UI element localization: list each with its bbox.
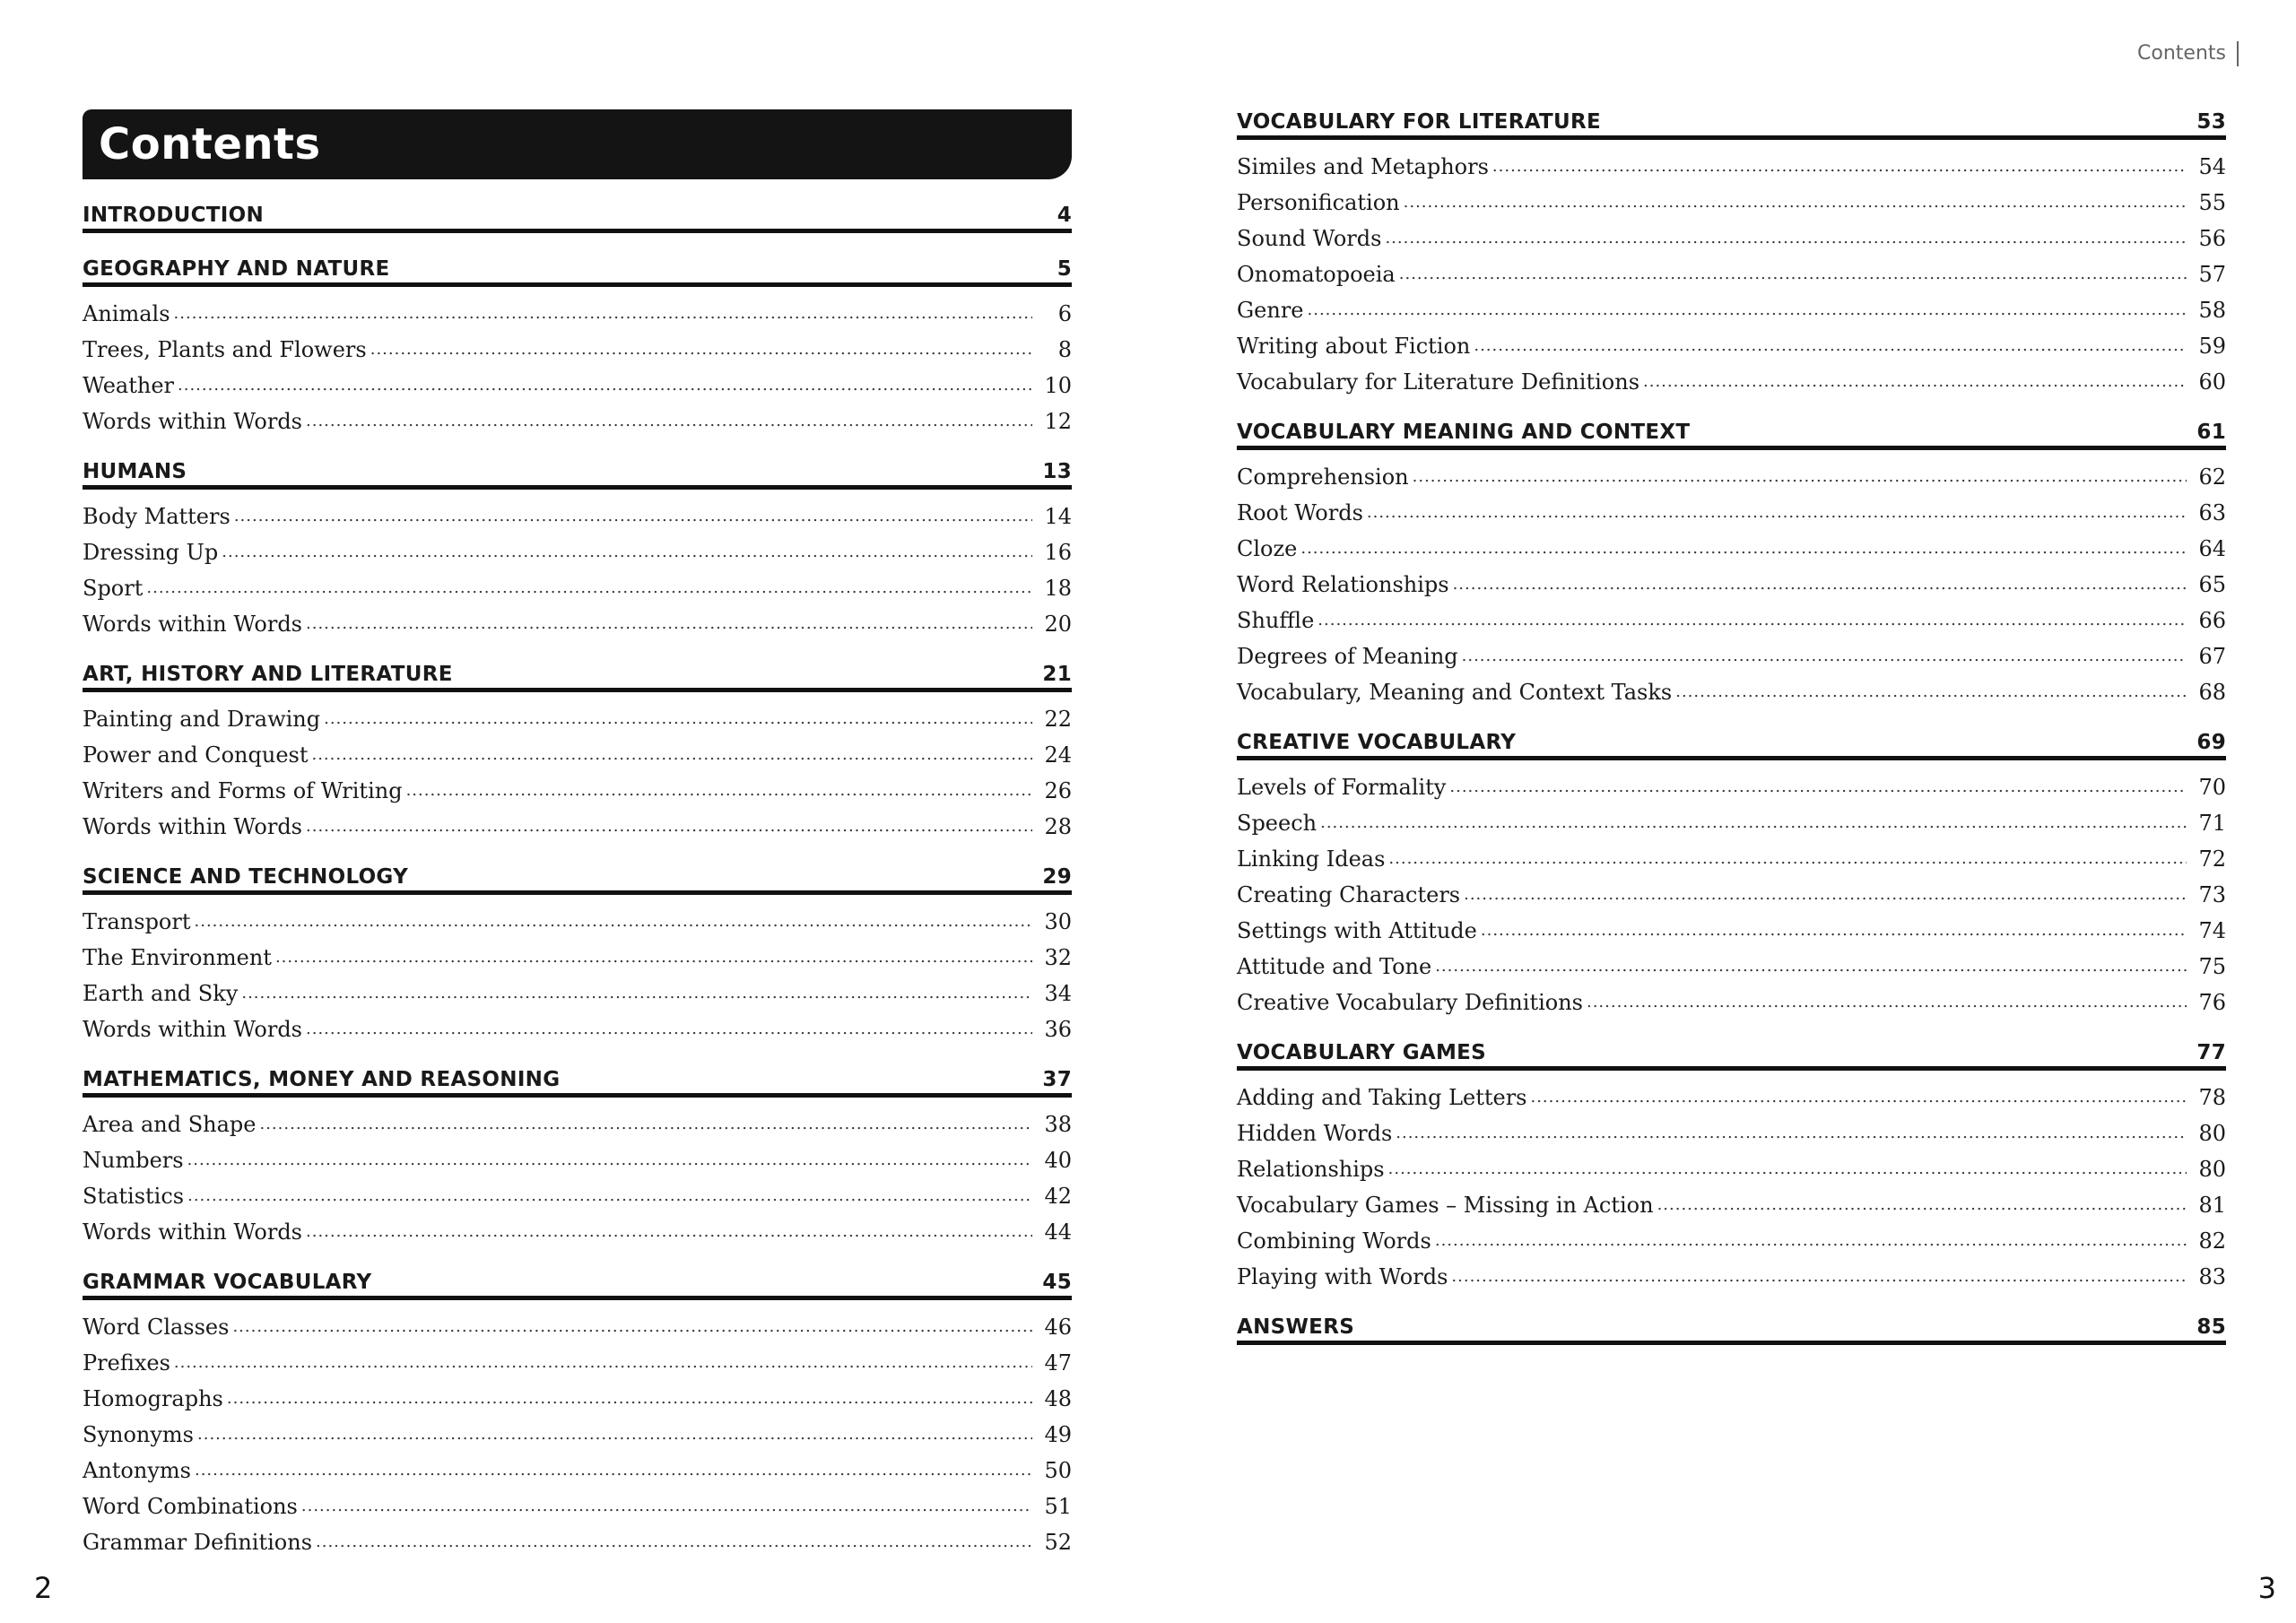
toc-entry-page: 47 — [1044, 1350, 1072, 1376]
toc-entry[interactable] — [1237, 943, 2226, 979]
toc-entry-title: Hidden Words — [1237, 1121, 1393, 1146]
dot-leader — [178, 373, 1032, 398]
dot-leader — [174, 1350, 1032, 1376]
toc-entry-page: 71 — [2198, 811, 2226, 836]
toc-entry-title: Words within Words — [83, 409, 302, 434]
toc-entry-title: Levels of Formality — [1237, 775, 1447, 800]
toc-entry-title: Writers and Forms of Writing — [83, 778, 403, 803]
toc-entry[interactable] — [1237, 1074, 2226, 1110]
toc-entry-page: 72 — [2198, 846, 2226, 872]
toc-entry[interactable] — [83, 732, 1072, 768]
toc-entry[interactable] — [83, 362, 1072, 398]
toc-entry-page: 8 — [1057, 337, 1072, 362]
section-heading-page: 37 — [1042, 1068, 1072, 1091]
toc-entry[interactable] — [1237, 597, 2226, 633]
toc-entry-page: 51 — [1044, 1494, 1072, 1519]
dot-leader — [324, 707, 1032, 732]
dot-leader — [306, 1017, 1032, 1042]
toc-entry[interactable] — [1237, 1254, 2226, 1289]
section-heading-label: CREATIVE VOCABULARY — [1237, 731, 1517, 754]
toc-entry[interactable] — [83, 291, 1072, 326]
toc-entry-title: Onomatopoeia — [1237, 262, 1396, 287]
toc-entry[interactable] — [1237, 669, 2226, 705]
dot-leader — [1404, 190, 2187, 215]
section-heading[interactable] — [1237, 86, 2226, 140]
toc-entry-page: 55 — [2198, 190, 2226, 215]
toc-entry[interactable] — [1237, 215, 2226, 251]
section-heading-page: 53 — [2196, 110, 2226, 134]
section-heading-page: 21 — [1042, 663, 1072, 686]
section-items — [1237, 1071, 2226, 1291]
dot-leader — [1388, 1157, 2187, 1182]
toc-entry[interactable] — [1237, 454, 2226, 490]
dot-leader — [275, 945, 1032, 970]
dot-leader — [316, 1530, 1032, 1555]
toc-entry[interactable] — [1237, 633, 2226, 669]
toc-entry[interactable] — [1237, 359, 2226, 395]
toc-entry-page: 32 — [1044, 945, 1072, 970]
toc-entry-title: Antonyms — [83, 1458, 191, 1483]
section-heading-label: VOCABULARY MEANING AND CONTEXT — [1237, 421, 1691, 444]
toc-entry-title: Earth and Sky — [83, 981, 239, 1006]
section-heading-page: 29 — [1042, 865, 1072, 889]
left-toc-column — [83, 179, 1072, 1557]
toc-entry-page: 22 — [1044, 707, 1072, 732]
section-items — [1237, 760, 2226, 1017]
toc-entry-title: Personification — [1237, 190, 1400, 215]
toc-entry-title: Area and Shape — [83, 1112, 257, 1137]
dot-leader — [1643, 369, 2187, 395]
toc-entry-title: Trees, Plants and Flowers — [83, 337, 367, 362]
toc-entry-title: Linking Ideas — [1237, 846, 1386, 872]
toc-entry-page: 38 — [1044, 1112, 1072, 1137]
section-heading-page: 45 — [1042, 1271, 1072, 1294]
toc-entry[interactable] — [83, 1101, 1072, 1137]
toc-entry[interactable] — [83, 970, 1072, 1006]
dot-leader — [234, 504, 1032, 529]
section-heading[interactable] — [1237, 707, 2226, 760]
toc-entry[interactable] — [1237, 561, 2226, 597]
toc-entry-title: Attitude and Tone — [1237, 954, 1432, 979]
dot-leader — [1399, 262, 2187, 287]
toc-entry-page: 62 — [2198, 464, 2226, 490]
section-heading[interactable] — [1237, 1291, 2226, 1345]
toc-entry-page: 59 — [2198, 334, 2226, 359]
dot-leader — [241, 981, 1032, 1006]
toc-entry-page: 52 — [1044, 1530, 1072, 1555]
dot-leader — [1481, 918, 2187, 943]
toc-entry-page: 54 — [2198, 154, 2226, 179]
dot-leader — [1388, 846, 2187, 872]
toc-entry-title: Writing about Fiction — [1237, 334, 1471, 359]
dot-leader — [306, 612, 1032, 637]
toc-entry[interactable] — [83, 1411, 1072, 1447]
toc-entry-title: Sport — [83, 576, 144, 601]
dot-leader — [1451, 1264, 2187, 1289]
toc-entry-page: 63 — [2198, 500, 2226, 525]
toc-entry[interactable] — [1237, 179, 2226, 215]
toc-entry-title: Speech — [1237, 811, 1318, 836]
dot-leader — [227, 1386, 1032, 1411]
section-heading-label: INTRODUCTION — [83, 204, 265, 227]
section-heading[interactable] — [83, 1246, 1072, 1300]
toc-entry-page: 58 — [2198, 298, 2226, 323]
section-heading-page: 77 — [2196, 1041, 2226, 1064]
toc-entry-page: 56 — [2198, 226, 2226, 251]
toc-entry-title: Creative Vocabulary Definitions — [1237, 990, 1583, 1015]
toc-entry-page: 10 — [1044, 373, 1072, 398]
toc-entry-title: Shuffle — [1237, 608, 1315, 633]
toc-entry-title: Settings with Attitude — [1237, 918, 1477, 943]
toc-entry-title: Adding and Taking Letters — [1237, 1085, 1527, 1110]
section-heading-label: HUMANS — [83, 460, 187, 483]
dot-leader — [1462, 644, 2187, 669]
toc-entry-page: 68 — [2198, 680, 2226, 705]
toc-entry[interactable] — [83, 529, 1072, 565]
toc-entry-page: 82 — [2198, 1228, 2226, 1254]
dot-leader — [1413, 464, 2187, 490]
toc-entry-page: 81 — [2198, 1193, 2226, 1218]
section-heading[interactable] — [83, 841, 1072, 895]
dot-leader — [222, 540, 1032, 565]
toc-entry-page: 66 — [2198, 608, 2226, 633]
toc-entry-page: 67 — [2198, 644, 2226, 669]
toc-entry[interactable] — [1237, 323, 2226, 359]
toc-entry-page: 42 — [1044, 1184, 1072, 1209]
dot-leader — [1464, 882, 2187, 907]
dot-leader — [1435, 954, 2187, 979]
running-head-text: Contents — [2137, 42, 2226, 65]
toc-entry-title: Animals — [83, 301, 170, 326]
dot-leader — [306, 814, 1032, 839]
toc-entry[interactable] — [83, 565, 1072, 601]
toc-entry-page: 46 — [1044, 1315, 1072, 1340]
toc-entry-title: Similes and Metaphors — [1237, 154, 1489, 179]
toc-entry-page: 60 — [2198, 369, 2226, 395]
section-heading-label: MATHEMATICS, MONEY AND REASONING — [83, 1068, 561, 1091]
section-items — [83, 692, 1072, 841]
toc-entry-page: 44 — [1044, 1219, 1072, 1245]
section-heading-label: VOCABULARY FOR LITERATURE — [1237, 110, 1602, 134]
toc-entry[interactable] — [83, 1006, 1072, 1042]
toc-entry-title: Weather — [83, 373, 174, 398]
section-heading[interactable] — [83, 233, 1072, 287]
section-items — [1237, 450, 2226, 707]
toc-entry[interactable] — [1237, 1218, 2226, 1254]
section-items — [83, 1098, 1072, 1246]
toc-entry[interactable] — [1237, 1182, 2226, 1218]
section-heading-label: ART, HISTORY AND LITERATURE — [83, 663, 453, 686]
toc-entry-title: Word Classes — [83, 1315, 230, 1340]
right-page — [1148, 0, 2296, 1623]
toc-entry-page: 30 — [1044, 909, 1072, 934]
toc-entry-title: Cloze — [1237, 536, 1298, 561]
section-heading-page: 5 — [1057, 257, 1072, 281]
toc-entry[interactable] — [83, 1483, 1072, 1519]
toc-entry-page: 6 — [1057, 301, 1072, 326]
toc-entry-title: Words within Words — [83, 814, 302, 839]
toc-entry[interactable] — [1237, 1110, 2226, 1146]
dot-leader — [1367, 500, 2187, 525]
dot-leader — [1449, 775, 2187, 800]
toc-entry-title: Words within Words — [83, 1017, 302, 1042]
toc-entry-page: 70 — [2198, 775, 2226, 800]
page-number-right: 3 — [2257, 1571, 2276, 1605]
section-items — [83, 490, 1072, 638]
toc-entry[interactable] — [1237, 872, 2226, 907]
section-heading[interactable] — [83, 638, 1072, 692]
toc-entry[interactable] — [1237, 525, 2226, 561]
toc-entry-title: Body Matters — [83, 504, 230, 529]
toc-entry-title: Degrees of Meaning — [1237, 644, 1458, 669]
toc-entry-page: 14 — [1044, 504, 1072, 529]
toc-entry-page: 78 — [2198, 1085, 2226, 1110]
toc-entry[interactable] — [1237, 251, 2226, 287]
toc-entry-page: 64 — [2198, 536, 2226, 561]
dot-leader — [370, 337, 1032, 362]
section-heading-label: GEOGRAPHY AND NATURE — [83, 257, 390, 281]
toc-entry[interactable] — [83, 1137, 1072, 1173]
section-items — [83, 1300, 1072, 1557]
toc-entry-page: 28 — [1044, 814, 1072, 839]
section-heading-page: 61 — [2196, 421, 2226, 444]
toc-entry-title: Words within Words — [83, 612, 302, 637]
toc-entry-title: Power and Conquest — [83, 742, 309, 768]
toc-entry-title: Words within Words — [83, 1219, 302, 1245]
toc-entry-title: Homographs — [83, 1386, 223, 1411]
dot-leader — [1474, 334, 2187, 359]
toc-entry-page: 57 — [2198, 262, 2226, 287]
toc-entry[interactable] — [1237, 836, 2226, 872]
dot-leader — [306, 409, 1032, 434]
toc-entry-page: 50 — [1044, 1458, 1072, 1483]
toc-entry[interactable] — [1237, 1146, 2226, 1182]
toc-entry[interactable] — [83, 1173, 1072, 1209]
running-head — [2137, 41, 2239, 66]
toc-entry[interactable] — [1237, 979, 2226, 1015]
running-head-divider — [2237, 41, 2239, 66]
toc-entry-page: 34 — [1044, 981, 1072, 1006]
toc-entry-page: 36 — [1044, 1017, 1072, 1042]
toc-entry[interactable] — [83, 601, 1072, 637]
toc-entry[interactable] — [83, 1340, 1072, 1376]
toc-entry-page: 73 — [2198, 882, 2226, 907]
dot-leader — [1396, 1121, 2187, 1146]
toc-entry-title: Creating Characters — [1237, 882, 1461, 907]
toc-entry-title: Statistics — [83, 1184, 185, 1209]
toc-entry-page: 80 — [2198, 1121, 2226, 1146]
toc-entry[interactable] — [83, 1376, 1072, 1411]
toc-entry-page: 20 — [1044, 612, 1072, 637]
toc-entry[interactable] — [1237, 764, 2226, 800]
dot-leader — [1435, 1228, 2187, 1254]
toc-entry[interactable] — [83, 493, 1072, 529]
section-heading[interactable] — [83, 436, 1072, 490]
dot-leader — [1320, 811, 2187, 836]
section-heading[interactable] — [83, 1044, 1072, 1098]
toc-entry-title: Root Words — [1237, 500, 1363, 525]
dot-leader — [1308, 298, 2187, 323]
dot-leader — [1530, 1085, 2187, 1110]
dot-leader — [174, 301, 1032, 326]
toc-entry-page: 80 — [2198, 1157, 2226, 1182]
toc-entry[interactable] — [83, 398, 1072, 434]
dot-leader — [311, 742, 1032, 768]
toc-entry-title: Dressing Up — [83, 540, 219, 565]
dot-leader — [187, 1148, 1032, 1173]
dot-leader — [1657, 1193, 2187, 1218]
toc-entry[interactable] — [1237, 287, 2226, 323]
toc-entry[interactable] — [83, 803, 1072, 839]
section-items — [83, 287, 1072, 436]
toc-entry-page: 65 — [2198, 572, 2226, 597]
toc-entry[interactable] — [83, 1209, 1072, 1245]
toc-entry-title: Numbers — [83, 1148, 184, 1173]
toc-entry-page: 18 — [1044, 576, 1072, 601]
dot-leader — [1300, 536, 2187, 561]
toc-entry-title: Relationships — [1237, 1157, 1385, 1182]
toc-entry[interactable] — [83, 934, 1072, 970]
dot-leader — [195, 1458, 1032, 1483]
dot-leader — [232, 1315, 1032, 1340]
toc-entry-title: The Environment — [83, 945, 272, 970]
toc-entry-title: Sound Words — [1237, 226, 1382, 251]
dot-leader — [1587, 990, 2187, 1015]
section-heading-label: SCIENCE AND TECHNOLOGY — [83, 865, 409, 889]
toc-entry-page: 75 — [2198, 954, 2226, 979]
toc-entry[interactable] — [83, 768, 1072, 803]
page-number-left: 2 — [34, 1571, 53, 1605]
toc-entry[interactable] — [1237, 490, 2226, 525]
section-items — [1237, 140, 2226, 396]
section-heading-page: 69 — [2196, 731, 2226, 754]
dot-leader — [1453, 572, 2187, 597]
toc-entry-page: 24 — [1044, 742, 1072, 768]
toc-entry-title: Vocabulary, Meaning and Context Tasks — [1237, 680, 1673, 705]
section-heading-label: VOCABULARY GAMES — [1237, 1041, 1487, 1064]
toc-entry-page: 74 — [2198, 918, 2226, 943]
dot-leader — [187, 1184, 1032, 1209]
toc-entry-title: Word Combinations — [83, 1494, 298, 1519]
dot-leader — [406, 778, 1032, 803]
toc-entry-page: 16 — [1044, 540, 1072, 565]
toc-entry-title: Playing with Words — [1237, 1264, 1448, 1289]
toc-entry-page: 48 — [1044, 1386, 1072, 1411]
dot-leader — [146, 576, 1032, 601]
toc-entry[interactable] — [83, 1447, 1072, 1483]
toc-entry[interactable] — [1237, 143, 2226, 179]
section-heading[interactable] — [83, 179, 1072, 233]
toc-entry-title: Genre — [1237, 298, 1304, 323]
toc-entry[interactable] — [1237, 907, 2226, 943]
toc-entry-title: Grammar Definitions — [83, 1530, 313, 1555]
dot-leader — [306, 1219, 1032, 1245]
toc-entry[interactable] — [1237, 800, 2226, 836]
toc-entry-title: Vocabulary Games – Missing in Action — [1237, 1193, 1654, 1218]
right-toc-column — [1237, 86, 2226, 1345]
section-items — [83, 895, 1072, 1044]
toc-entry-title: Combining Words — [1237, 1228, 1431, 1254]
toc-entry-page: 40 — [1044, 1148, 1072, 1173]
dot-leader — [197, 1422, 1032, 1447]
toc-entry-page: 76 — [2198, 990, 2226, 1015]
dot-leader — [1318, 608, 2187, 633]
section-heading[interactable] — [1237, 396, 2226, 450]
toc-entry-page: 12 — [1044, 409, 1072, 434]
toc-entry-title: Prefixes — [83, 1350, 170, 1376]
dot-leader — [1385, 226, 2187, 251]
section-heading-label: GRAMMAR VOCABULARY — [83, 1271, 372, 1294]
toc-entry-title: Transport — [83, 909, 191, 934]
toc-entry[interactable] — [83, 1304, 1072, 1340]
toc-entry-page: 26 — [1044, 778, 1072, 803]
dot-leader — [195, 909, 1033, 934]
section-heading-page: 13 — [1042, 460, 1072, 483]
section-heading-page: 4 — [1057, 204, 1072, 227]
section-heading-page: 85 — [2196, 1315, 2226, 1339]
section-heading-label: ANSWERS — [1237, 1315, 1355, 1339]
toc-entry-title: Vocabulary for Literature Definitions — [1237, 369, 1640, 395]
toc-entry-page: 83 — [2198, 1264, 2226, 1289]
toc-entry[interactable] — [83, 696, 1072, 732]
toc-entry[interactable] — [83, 326, 1072, 362]
toc-entry-title: Painting and Drawing — [83, 707, 321, 732]
contents-title: Contents — [83, 109, 1072, 179]
toc-entry-title: Word Relationships — [1237, 572, 1449, 597]
dot-leader — [301, 1494, 1032, 1519]
toc-entry-page: 49 — [1044, 1422, 1072, 1447]
toc-entry[interactable] — [83, 898, 1072, 934]
dot-leader — [1675, 680, 2187, 705]
section-heading[interactable] — [1237, 1017, 2226, 1071]
toc-entry-title: Synonyms — [83, 1422, 194, 1447]
toc-entry-title: Comprehension — [1237, 464, 1409, 490]
toc-entry[interactable] — [83, 1519, 1072, 1555]
dot-leader — [1492, 154, 2187, 179]
dot-leader — [259, 1112, 1032, 1137]
